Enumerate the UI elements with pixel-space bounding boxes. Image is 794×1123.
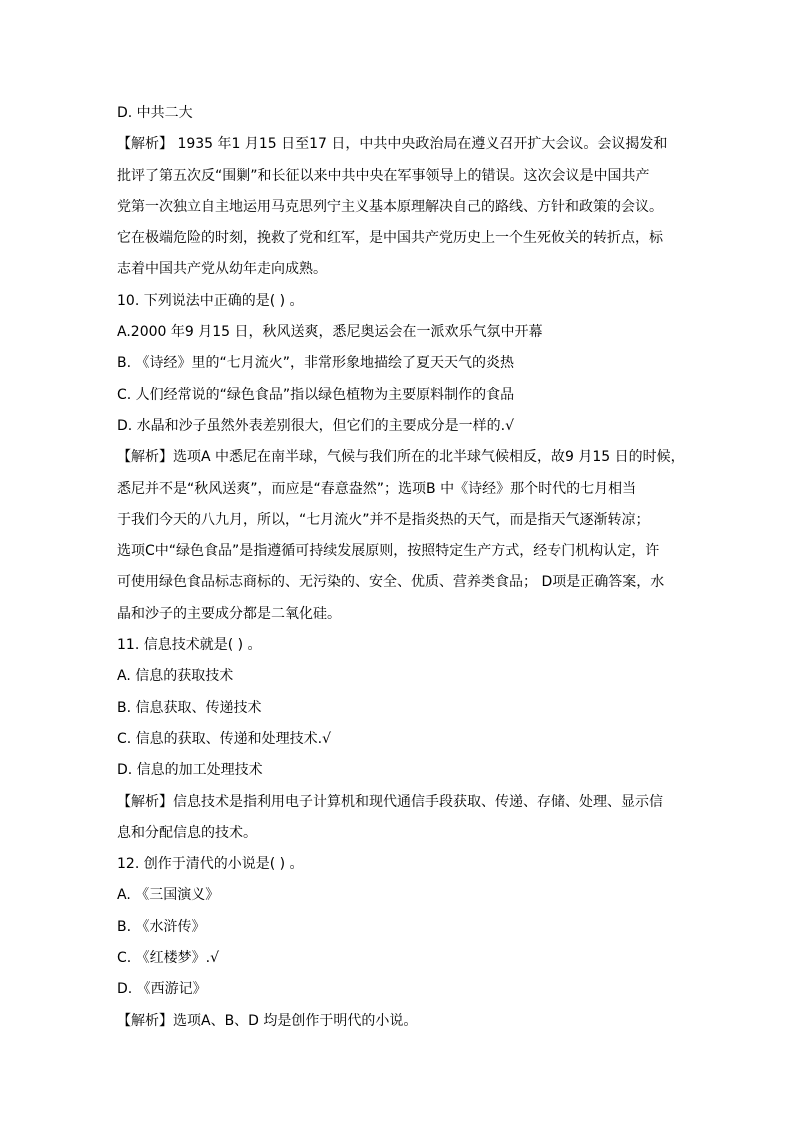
text-line: B. 《水浒传》 [117,918,206,935]
text-line: 志着中国共产党从幼年走向成熟。 [117,261,327,278]
text-line: B. 信息获取、传递技术 [117,699,262,716]
text-line: C. 人们经常说的“绿色食品”指以绿色植物为主要原料制作的食品 [117,386,515,403]
text-line: 10. 下列说法中正确的是( ) 。 [117,292,304,309]
text-line: 【解析】信息技术是指利用电子计算机和现代通信手段获取、传递、存储、处理、显示信 [117,793,663,810]
text-line: 12. 创作于清代的小说是( ) 。 [117,856,304,873]
text-line: 【解析】选项A、B、D 均是创作于明代的小说。 [117,1012,418,1029]
text-line: 晶和沙子的主要成分都是二氧化硅。 [117,605,341,622]
text-line: B. 《诗经》里的“七月流火”，非常形象地描绘了夏天天气的炎热 [117,355,515,372]
text-line: 可使用绿色食品标志商标的、无污染的、安全、优质、营养类食品； D项是正确答案，水 [117,574,665,591]
text-line: 于我们今天的八九月，所以，“七月流火”并不是指炎热的天气，而是指天气逐渐转凉； [117,511,650,528]
text-line: D. 中共二大 [117,105,193,121]
text-line: 党第一次独立自主地运用马克思列宁主义基本原理解决自己的路线、方针和政策的会议。 [117,198,663,215]
text-line: 批评了第五次反“围剿”和长征以来中共中央在军事领导上的错误。这次会议是中国共产 [117,167,650,184]
text-line: D. 水晶和沙子虽然外表差别很大，但它们的主要成分是一样的.√ [117,417,515,434]
text-line: D. 《西游记》 [117,981,207,998]
text-line: C. 信息的获取、传递和处理技术.√ [117,730,332,747]
text-line: A. 《三国演义》 [117,887,220,904]
text-line: 息和分配信息的技术。 [117,824,257,841]
text-line: 11. 信息技术就是( ) 。 [117,637,262,654]
text-line: A. 信息的获取技术 [117,668,234,685]
text-line: A.2000 年9 月15 日，秋风送爽，悉尼奥运会在一派欢乐气氛中开幕 [117,324,543,341]
text-line: C. 《红楼梦》.√ [117,950,220,967]
text-line: 它在极端危险的时刻，挽救了党和红军，是中国共产党历史上一个生死攸关的转折点，标 [117,230,663,247]
text-line: 【解析】 1935 年1 月15 日至17 日，中共中央政治局在遵义召开扩大会议。会议揭发和 [117,136,668,153]
document-page [117,102,687,1041]
text-line: 悉尼并不是“秋风送爽”，而应是“春意盎然”；选项B 中《诗经》那个时代的七月相当 [117,480,637,497]
text-line: D. 信息的加工处理技术 [117,762,263,779]
text-line: 选项C中“绿色食品”是指遵循可持续发展原则，按照特定生产方式，经专门机构认定，许 [117,543,660,560]
text-line: 【解析】选项A 中悉尼在南半球，气候与我们所在的北半球气候相反，故9 月15 日的时候， [117,449,685,466]
